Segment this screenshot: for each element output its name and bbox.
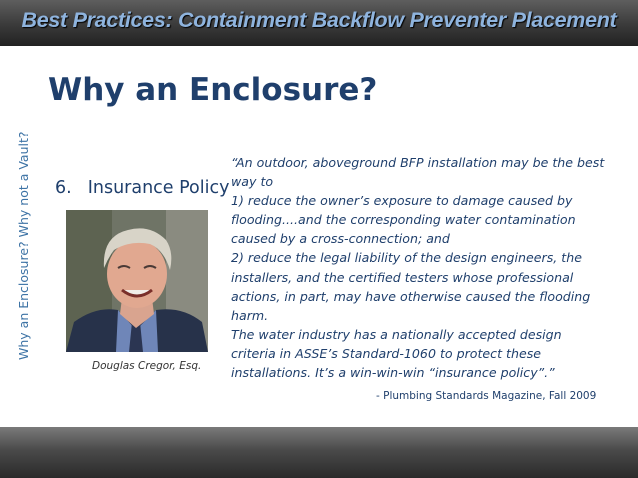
footer-bar bbox=[0, 427, 638, 478]
side-label: Why an Enclosure? Why not a Vault? bbox=[16, 131, 31, 360]
portrait-image bbox=[66, 210, 208, 352]
list-item-insurance-policy bbox=[55, 178, 229, 198]
quote-line: 2) reduce the legal liability of the design engineers, the installers, and the certified testers whose professional actions, in part, may have otherwise caused the flooding harm. bbox=[231, 250, 591, 323]
photo-caption: Douglas Cregor, Esq. bbox=[92, 360, 202, 372]
list-item-label: Insurance Policy bbox=[87, 178, 230, 198]
quote-line: The water industry has a nationally accepted design criteria in ASSE’s Standard-1060 to protect these installations. It’s a win-win-win “insurance policy”.” bbox=[231, 326, 562, 381]
slide-title: Why an Enclosure? bbox=[48, 72, 378, 108]
quote-block bbox=[231, 153, 607, 382]
list-item-number: 6. bbox=[55, 178, 72, 198]
quote-attribution: - Plumbing Standards Magazine, Fall 2009 bbox=[376, 390, 597, 402]
quote-line: 1) reduce the owner’s exposure to damage caused by flooding....and the corresponding water contamination caused by a cross-connection; and bbox=[231, 193, 576, 247]
portrait-photo bbox=[66, 210, 208, 352]
title-banner bbox=[0, 0, 638, 46]
quote-line: “An outdoor, aboveground BFP installation may be the best way to bbox=[231, 155, 605, 190]
banner-title: Best Practices: Containment Backflow Preventer Placement bbox=[21, 8, 617, 32]
